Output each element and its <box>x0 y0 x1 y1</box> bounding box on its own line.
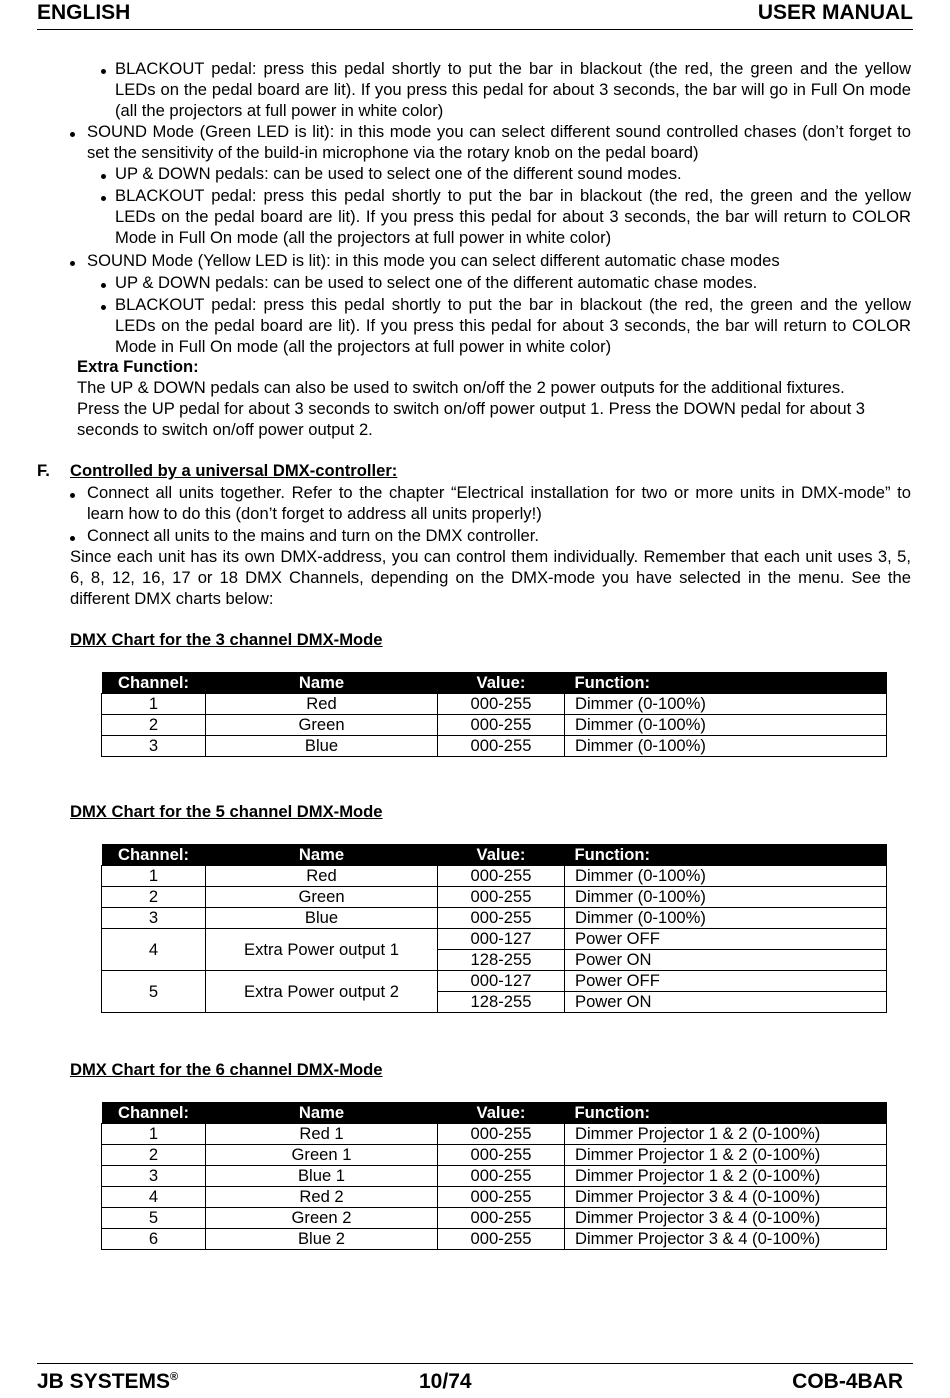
cell-function: Dimmer Projector 1 & 2 (0-100%) <box>565 1124 887 1145</box>
cell-name: Blue <box>206 908 438 929</box>
section-letter: F. <box>37 461 50 480</box>
cell-function: Dimmer (0-100%) <box>565 694 887 715</box>
table-row <box>102 1229 887 1250</box>
cell-function: Dimmer Projector 3 & 4 (0-100%) <box>565 1229 887 1250</box>
cell-name: Green <box>206 887 438 908</box>
dmx-chart-5ch <box>101 844 887 1013</box>
footer-model: COB-4BAR <box>792 1370 903 1393</box>
cell-function: Dimmer (0-100%) <box>565 866 887 887</box>
cell-function: Dimmer Projector 1 & 2 (0-100%) <box>565 1145 887 1166</box>
header-language: ENGLISH <box>37 1 131 24</box>
cell-name: Green 1 <box>206 1145 438 1166</box>
bullet-dot <box>70 536 75 541</box>
header-channel: Channel: <box>102 672 206 694</box>
cell-value: 000-255 <box>438 715 565 736</box>
bullet-dot <box>101 305 106 310</box>
footer-brand-wrap <box>37 1370 178 1394</box>
cell-name: Red <box>206 694 438 715</box>
table-row <box>102 887 887 908</box>
cell-name: Blue 2 <box>206 1229 438 1250</box>
cell-channel: 1 <box>102 1124 206 1145</box>
cell-value: 000-255 <box>438 887 565 908</box>
registered-mark: ® <box>170 1371 179 1383</box>
cell-channel: 2 <box>102 1145 206 1166</box>
cell-channel: 3 <box>102 1166 206 1187</box>
table-row <box>102 866 887 887</box>
sound-green-updown-text: UP & DOWN pedals: can be used to select one of the different sound modes. <box>115 164 682 183</box>
dmx-connect-text: Connect all units together. Refer to the chapter “Electrical installation for two or more units in DMX-mode” to learn how to do this (don’t forget to address all units properly!) <box>87 483 911 523</box>
cell-value: 000-255 <box>438 866 565 887</box>
cell-function: Power OFF <box>565 971 887 992</box>
cell-value: 000-255 <box>438 1145 565 1166</box>
blackout-pedal-text: BLACKOUT pedal: press this pedal shortly to put the bar in blackout (the red, the green and the yellow LEDs on the pedal board are lit). If you press this pedal for about 3 seconds, the bar will go in Full On mode (all the projectors at full power in white color) <box>115 59 911 120</box>
table-row <box>102 694 887 715</box>
cell-name: Red 1 <box>206 1124 438 1145</box>
chart3-title: DMX Chart for the 3 channel DMX-Mode <box>70 630 383 649</box>
table-row <box>102 736 887 757</box>
cell-value: 000-255 <box>438 736 565 757</box>
header-value: Value: <box>438 844 565 866</box>
cell-function: Dimmer Projector 1 & 2 (0-100%) <box>565 1166 887 1187</box>
cell-value: 128-255 <box>438 950 565 971</box>
table-row <box>102 1187 887 1208</box>
table-header-row <box>102 844 887 866</box>
dmx-mains-text: Connect all units to the mains and turn on the DMX controller. <box>87 526 539 545</box>
table-row <box>102 971 887 992</box>
cell-name: Green <box>206 715 438 736</box>
bullet-dot <box>101 196 106 201</box>
cell-function: Power ON <box>565 992 887 1013</box>
cell-name: Blue <box>206 736 438 757</box>
sound-green-blackout-text: BLACKOUT pedal: press this pedal shortly to put the bar in blackout (the red, the green and the yellow LEDs on the pedal board are lit). If you press this pedal for about 3 seconds, the bar will return to COLOR Mode in Full On mode (all the projectors at full power in white color) <box>115 186 911 247</box>
cell-function: Dimmer (0-100%) <box>565 908 887 929</box>
cell-value: 000-255 <box>438 1208 565 1229</box>
section-title: Controlled by a universal DMX-controller: <box>70 461 398 480</box>
cell-value: 000-255 <box>438 1229 565 1250</box>
header-value: Value: <box>438 672 565 694</box>
header-name: Name <box>206 672 438 694</box>
header-title: USER MANUAL <box>757 1 913 24</box>
dmx-chart-3ch <box>101 672 887 757</box>
cell-value: 000-255 <box>438 694 565 715</box>
cell-channel: 3 <box>102 736 206 757</box>
cell-value: 000-255 <box>438 908 565 929</box>
cell-channel: 5 <box>102 1208 206 1229</box>
header-function: Function: <box>565 1102 887 1124</box>
chart6-title: DMX Chart for the 6 channel DMX-Mode <box>70 1060 383 1079</box>
header-function: Function: <box>565 844 887 866</box>
header-value: Value: <box>438 1102 565 1124</box>
cell-function: Power ON <box>565 950 887 971</box>
sound-yellow-text: SOUND Mode (Yellow LED is lit): in this mode you can select different automatic chase modes <box>87 251 780 270</box>
footer-brand: JB SYSTEMS <box>37 1370 171 1393</box>
cell-value: 000-255 <box>438 1124 565 1145</box>
page-header <box>37 0 913 30</box>
cell-channel: 1 <box>102 866 206 887</box>
table-header-row <box>102 1102 887 1124</box>
header-channel: Channel: <box>102 1102 206 1124</box>
table-row <box>102 929 887 950</box>
cell-name: Extra Power output 1 <box>206 929 438 971</box>
cell-value: 128-255 <box>438 992 565 1013</box>
bullet-dot <box>101 283 106 288</box>
bullet-dot <box>101 174 106 179</box>
cell-function: Dimmer Projector 3 & 4 (0-100%) <box>565 1208 887 1229</box>
page-number: 10/74 <box>419 1370 472 1393</box>
cell-function: Dimmer (0-100%) <box>565 736 887 757</box>
cell-function: Dimmer Projector 3 & 4 (0-100%) <box>565 1187 887 1208</box>
sound-yellow-updown-text: UP & DOWN pedals: can be used to select one of the different automatic chase modes. <box>115 273 758 292</box>
chart5-title: DMX Chart for the 5 channel DMX-Mode <box>70 802 383 821</box>
bullet-dot <box>70 261 75 266</box>
table-row <box>102 1124 887 1145</box>
table-row <box>102 1166 887 1187</box>
table-row <box>102 1208 887 1229</box>
header-name: Name <box>206 844 438 866</box>
header-name: Name <box>206 1102 438 1124</box>
cell-value: 000-127 <box>438 929 565 950</box>
sound-yellow-blackout-text: BLACKOUT pedal: press this pedal shortly to put the bar in blackout (the red, the green and the yellow LEDs on the pedal board are lit). If you press this pedal for about 3 seconds, the bar will return to COLOR Mode in Full On mode (all the projectors at full power in white color) <box>115 295 911 356</box>
table-row <box>102 908 887 929</box>
bullet-dot <box>70 132 75 137</box>
cell-function: Power OFF <box>565 929 887 950</box>
cell-channel: 2 <box>102 887 206 908</box>
cell-channel: 2 <box>102 715 206 736</box>
cell-channel: 4 <box>102 1187 206 1208</box>
bullet-dot <box>70 493 75 498</box>
cell-name: Blue 1 <box>206 1166 438 1187</box>
bullet-dot <box>101 69 106 74</box>
cell-value: 000-255 <box>438 1187 565 1208</box>
cell-channel: 5 <box>102 971 206 1013</box>
cell-channel: 1 <box>102 694 206 715</box>
table-row <box>102 715 887 736</box>
cell-channel: 4 <box>102 929 206 971</box>
table-header-row <box>102 672 887 694</box>
cell-name: Red <box>206 866 438 887</box>
cell-channel: 6 <box>102 1229 206 1250</box>
cell-value: 000-255 <box>438 1166 565 1187</box>
cell-channel: 3 <box>102 908 206 929</box>
table-row <box>102 1145 887 1166</box>
cell-name: Red 2 <box>206 1187 438 1208</box>
cell-function: Dimmer (0-100%) <box>565 715 887 736</box>
cell-name: Green 2 <box>206 1208 438 1229</box>
extra-function-text: The UP & DOWN pedals can also be used to switch on/off the 2 power outputs for the additional fixtures. Press the UP pedal for about 3 seconds to switch on/off power output 1. Press the DOWN pedal for about 3 seconds to switch on/off power output 2. <box>77 378 866 439</box>
sound-green-text: SOUND Mode (Green LED is lit): in this mode you can select different sound controlled chases (don’t forget to set the sensitivity of the build-in microphone via the rotary knob on the pedal board) <box>87 122 911 162</box>
cell-value: 000-127 <box>438 971 565 992</box>
header-function: Function: <box>565 672 887 694</box>
header-channel: Channel: <box>102 844 206 866</box>
page-footer <box>37 1363 913 1398</box>
dmx-chart-6ch <box>101 1102 887 1250</box>
dmx-explanation-text: Since each unit has its own DMX-address, you can control them individually. Remember that each unit uses 3, 5, 6, 8, 12, 16, 17 or 18 DMX Channels, depending on the DMX-mode you have selected in the menu. See the different DMX charts below: <box>70 547 911 608</box>
cell-name: Extra Power output 2 <box>206 971 438 1013</box>
cell-function: Dimmer (0-100%) <box>565 887 887 908</box>
extra-function-heading: Extra Function: <box>77 357 199 376</box>
